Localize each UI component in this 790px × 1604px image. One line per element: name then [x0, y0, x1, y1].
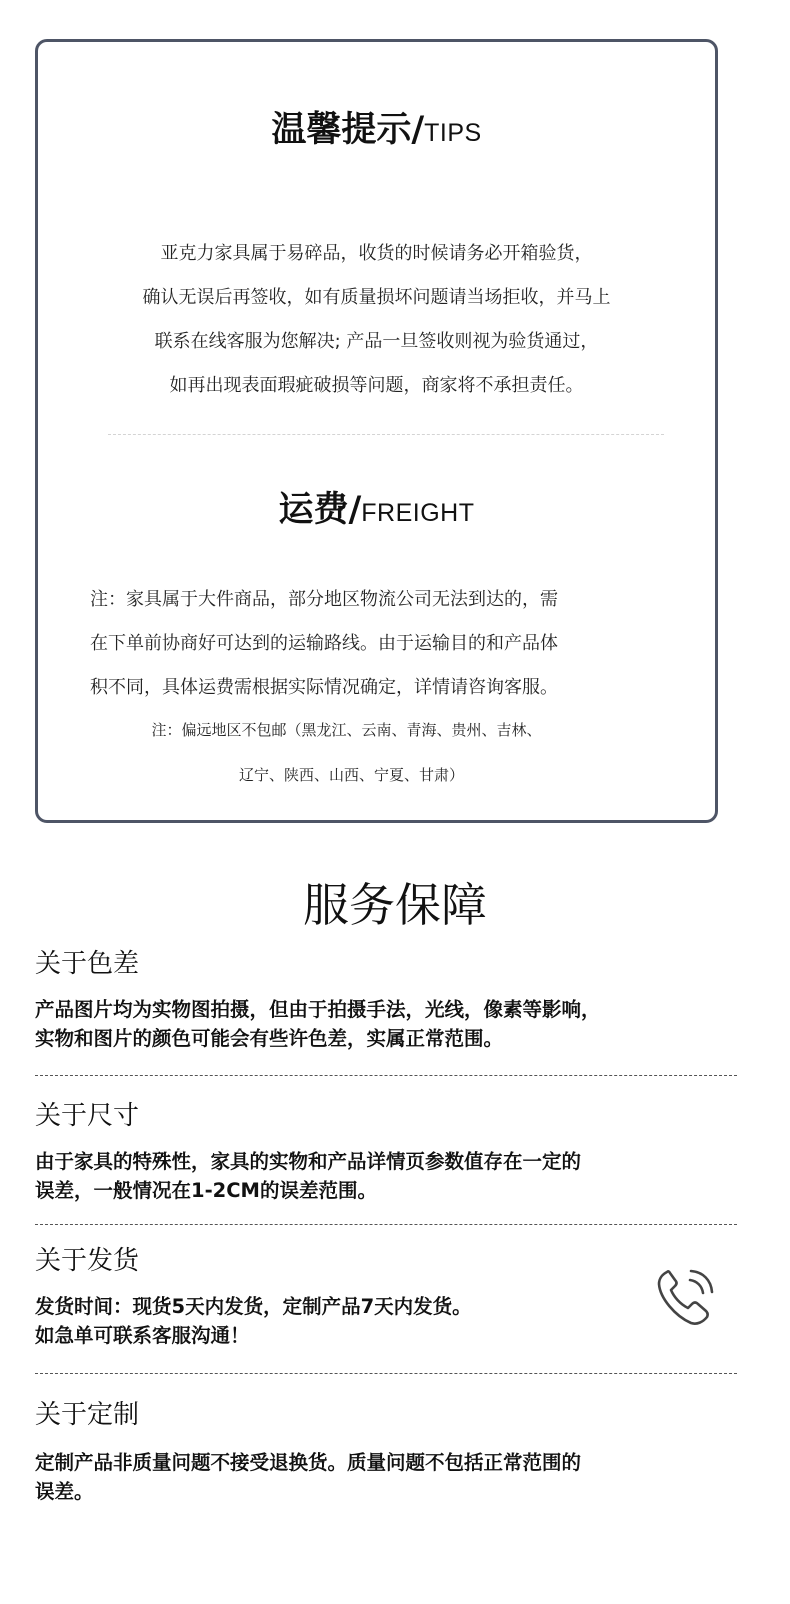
section-line: 如急单可联系客服沟通！ [35, 1324, 250, 1347]
section-divider [35, 1075, 737, 1076]
section-body [35, 995, 735, 1053]
section-line: 由于家具的特殊性，家具的实物和产品详情页参数值存在一定的 [35, 1150, 582, 1173]
section-divider [35, 1373, 737, 1374]
freight-line: 积不同，具体运费需根据实际情况确定，详情请咨询客服。 [90, 677, 558, 698]
tips-line: 联系在线客服为您解决; 产品一旦签收则视为验货通过， [154, 331, 599, 352]
phone-icon [653, 1266, 717, 1330]
section-body [35, 1292, 735, 1350]
section-heading: 关于定制 [35, 1400, 140, 1430]
tips-title-cn: 温馨提示/ [271, 110, 425, 150]
section-body [35, 1448, 735, 1506]
tips-line: 如再出现表面瑕疵破损等问题，商家将不承担责任。 [169, 375, 584, 396]
tips-title-en: TIPS [424, 119, 482, 147]
section-shipping [35, 1244, 735, 1350]
section-line: 定制产品非质量问题不接受退换货。质量问题不包括正常范围的 [35, 1451, 582, 1474]
section-line: 误差。 [35, 1480, 94, 1503]
notice-card [35, 39, 718, 823]
section-line: 实物和图片的颜色可能会有些许色差，实属正常范围。 [35, 1027, 504, 1050]
section-color-difference [35, 947, 735, 1053]
divider [108, 434, 664, 435]
section-body [35, 1147, 735, 1205]
tips-title [38, 108, 715, 155]
section-heading: 关于尺寸 [35, 1101, 140, 1131]
section-line: 产品图片均为实物图拍摄，但由于拍摄手法，光线，像素等影响， [35, 998, 601, 1021]
tips-line: 确认无误后再签收，如有质量损坏问题请当场拒收，并马上 [142, 287, 611, 308]
freight-line: 在下单前协商好可达到的运输路线。由于运输目的和产品体 [90, 633, 558, 654]
section-line: 误差，一般情况在1-2CM的误差范围。 [35, 1179, 377, 1202]
freight-note-line: 注：偏远地区不包邮（黑龙江、云南、青海、贵州、吉林、 [151, 721, 542, 739]
freight-title-cn: 运费/ [278, 490, 362, 530]
section-divider [35, 1224, 737, 1225]
section-customization [35, 1398, 735, 1506]
freight-title-en: FREIGHT [361, 499, 475, 527]
section-heading: 关于色差 [35, 949, 140, 979]
section-line: 发货时间：现货5天内发货，定制产品7天内发货。 [35, 1295, 472, 1318]
freight-line: 注：家具属于大件商品，部分地区物流公司无法到达的，需 [90, 589, 558, 610]
tips-line: 亚克力家具属于易碎品，收货的时候请务必开箱验货， [160, 243, 593, 264]
service-title: 服务保障 [303, 878, 487, 932]
section-size [35, 1099, 735, 1205]
section-heading: 关于发货 [35, 1246, 140, 1276]
freight-note-line: 辽宁、陕西、山西、宁夏、甘肃） [238, 766, 464, 784]
freight-title [38, 488, 715, 535]
